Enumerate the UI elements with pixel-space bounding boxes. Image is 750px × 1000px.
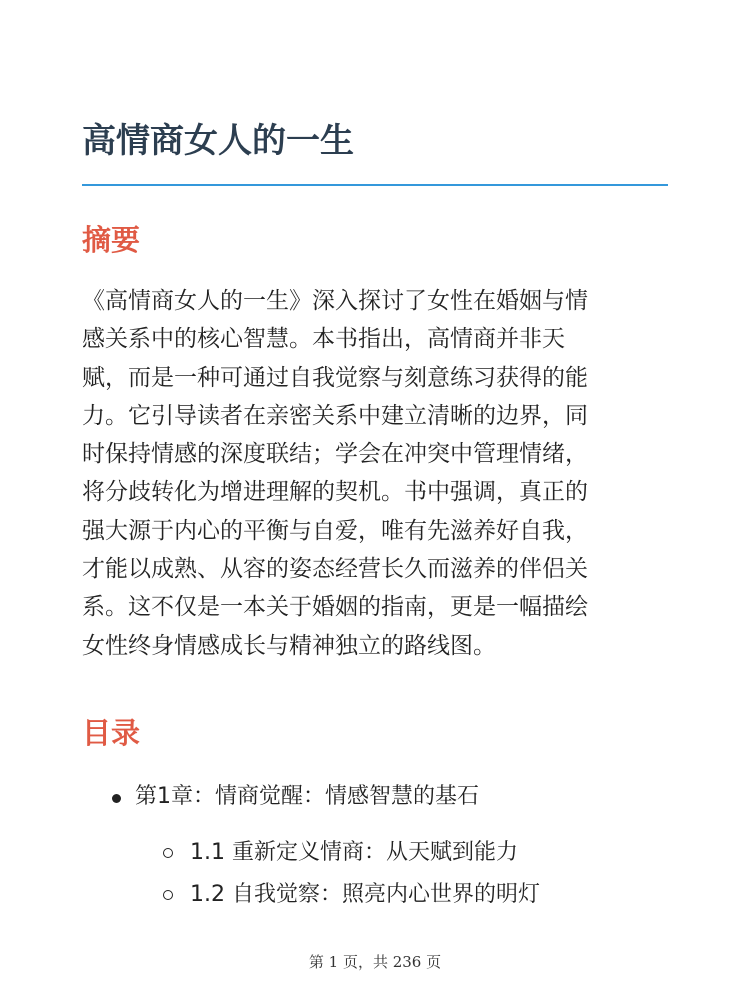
summary-line: 《高情商女人的一生》深入探讨了女性在婚姻与情: [82, 288, 588, 314]
summary-line: 女性终身情感成长与精神独立的路线图。: [82, 632, 496, 659]
bullet-circle-icon: [163, 890, 173, 900]
title-divider: [82, 184, 668, 186]
summary-line: 才能以成熟、从容的姿态经营长久而滋养的伴侣关: [82, 556, 588, 583]
book-title: 高情商女人的一生: [82, 121, 354, 161]
toc-heading: 目录: [82, 716, 141, 750]
bullet-circle-icon: [163, 848, 173, 858]
summary-line: 力。它引导读者在亲密关系中建立清晰的边界，同: [82, 402, 588, 429]
toc-section-1-1[interactable]: 1.1 重新定义情商：从天赋到能力: [190, 840, 518, 865]
toc-section-1-2[interactable]: 1.2 自我觉察：照亮内心世界的明灯: [190, 882, 540, 907]
summary-line: 系。这不仅是一本关于婚姻的指南，更是一幅描绘: [82, 594, 588, 621]
bullet-disc-icon: [112, 794, 121, 803]
summary-paragraph: [82, 282, 672, 665]
summary-line: 强大源于内心的平衡与自爱，唯有先滋养好自我，: [82, 517, 588, 544]
summary-line: 时保持情感的深度联结；学会在冲突中管理情绪，: [82, 441, 588, 468]
summary-line: 感关系中的核心智慧。本书指出，高情商并非天: [82, 326, 565, 353]
summary-line: 将分歧转化为增进理解的契机。书中强调，真正的: [82, 479, 588, 506]
toc-chapter-1[interactable]: 第1章：情商觉醒：情感智慧的基石: [135, 784, 479, 809]
summary-heading: 摘要: [82, 223, 141, 257]
page-number-footer: 第 1 页，共 236 页: [308, 953, 442, 971]
summary-line: 赋，而是一种可通过自我觉察与刻意练习获得的能: [82, 364, 588, 391]
